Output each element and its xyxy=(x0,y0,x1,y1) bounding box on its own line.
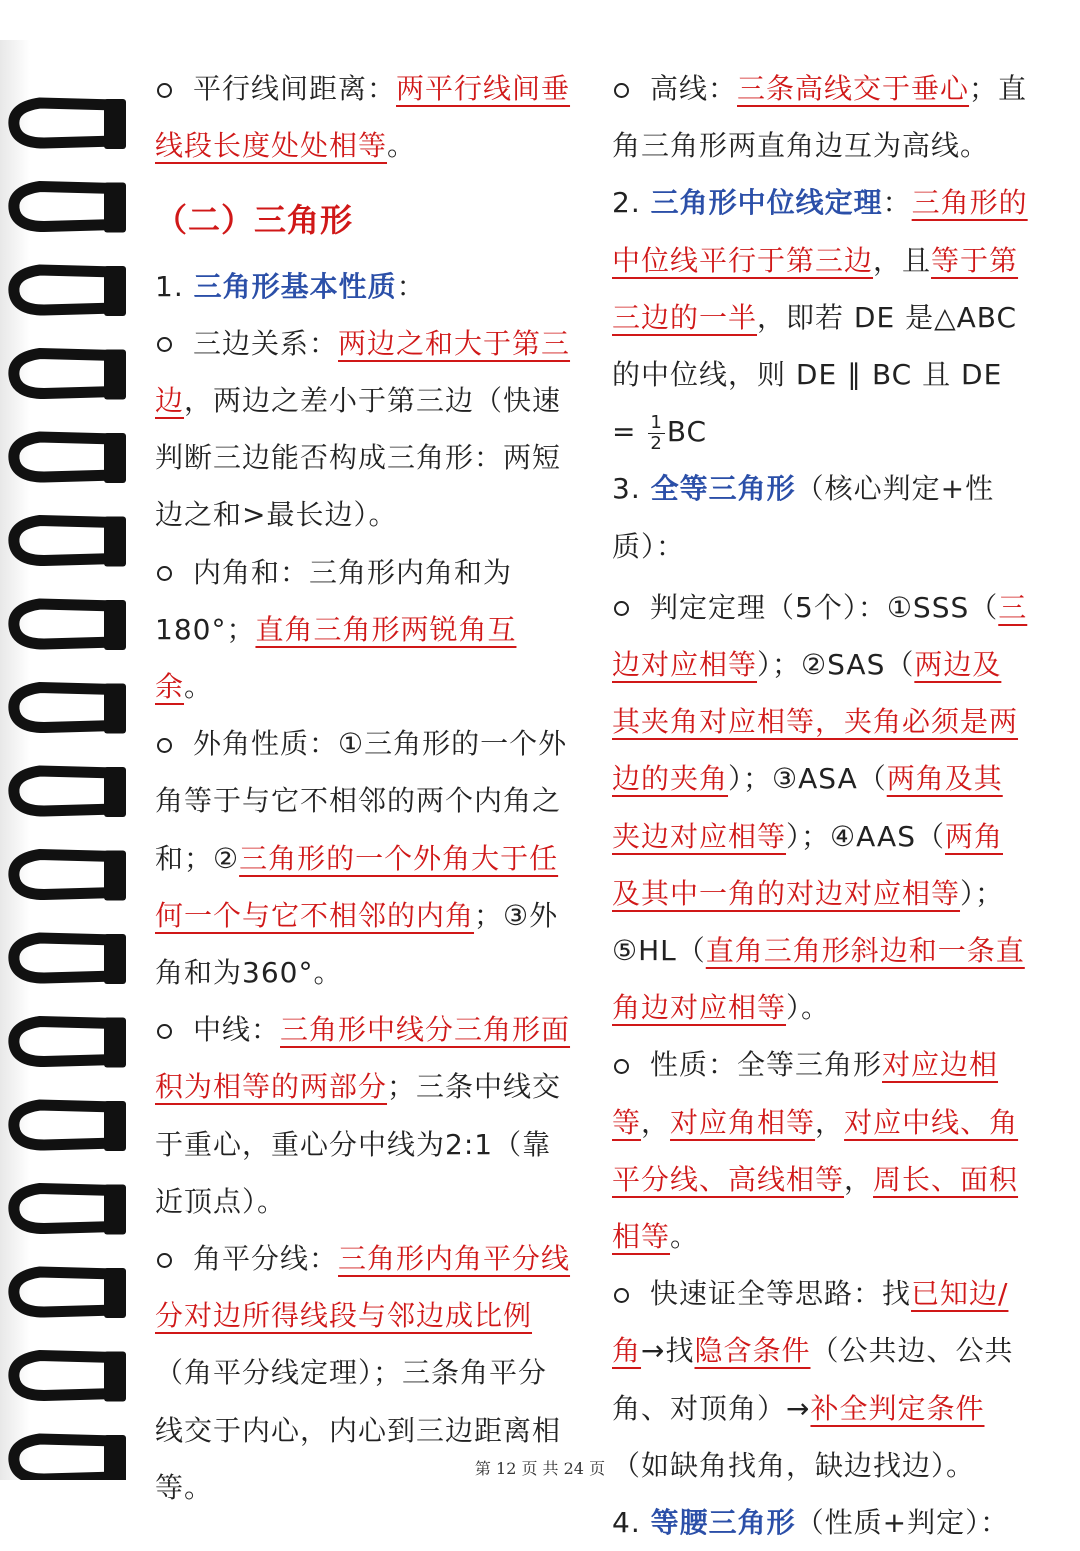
circle-bullet-icon xyxy=(155,60,193,117)
binding-hole xyxy=(104,1268,126,1318)
binding-hole xyxy=(104,99,126,149)
right-column xyxy=(612,60,1030,1551)
binding-hole xyxy=(104,433,126,483)
list-item: 判定定理（5个）：①SSS（三边对应相等）；②SAS（两边及其夹角对应相等，夹角必须是两边的夹角）；③ASA（两角及其夹边对应相等）；④AAS（两角及其中一角的对边对应相等）；⑤HL（直角三角形斜边和一条直角边对应相等）。 xyxy=(612,579,1030,1037)
binding-hole xyxy=(104,1101,126,1151)
left-column xyxy=(155,60,573,1516)
circle-bullet-icon xyxy=(155,1001,193,1058)
circle-bullet-icon xyxy=(155,715,193,772)
circle-bullet-icon xyxy=(155,1230,193,1287)
binding-hole xyxy=(104,1185,126,1235)
binding-hole xyxy=(104,183,126,233)
binding-hole xyxy=(104,600,126,650)
list-item: 平行线间距离：两平行线间垂线段长度处处相等。 xyxy=(155,60,573,174)
binding-hole xyxy=(104,684,126,734)
binding-hole xyxy=(104,767,126,817)
list-item: 性质：全等三角形对应边相等，对应角相等，对应中线、角平分线、高线相等，周长、面积相等。 xyxy=(612,1036,1030,1265)
page-footer: 第 12 页 共 24 页 xyxy=(474,1459,606,1478)
circle-bullet-icon xyxy=(612,1265,650,1322)
list-item: 外角性质：①三角形的一个外角等于与它不相邻的两个内角之和；②三角形的一个外角大于任何一个与它不相邻的内角；③外角和为360°。 xyxy=(155,715,573,1001)
circle-bullet-icon xyxy=(155,315,193,372)
binding-hole xyxy=(104,851,126,901)
list-item: 高线：三条高线交于垂心；直角三角形两直角边互为高线。 xyxy=(612,60,1030,174)
circle-bullet-icon xyxy=(612,60,650,117)
binding-hole xyxy=(104,517,126,567)
subsection-heading: 2. 三角形中位线定理：三角形的中位线平行于第三边，且等于第三边的一半，即若 DE 是△ABC 的中位线，则 DE ∥ BC 且 DE = $\frac{1}{2}$ BC xyxy=(612,186,1028,454)
binding-hole xyxy=(104,1352,126,1402)
binding-hole xyxy=(104,934,126,984)
subsection-heading: 4. 等腰三角形（性质+判定）： xyxy=(612,1506,1010,1540)
spiral-binding-icon xyxy=(0,40,140,1480)
list-item: 三边关系：两边之和大于第三边，两边之差小于第三边（快速判断三边能否构成三角形：两短边之和>最长边）。 xyxy=(155,315,573,544)
circle-bullet-icon xyxy=(612,579,650,636)
list-item: 内角和：三角形内角和为180°；直角三角形两锐角互余。 xyxy=(155,544,573,716)
list-item: 快速证全等思路：找已知边/角→找隐含条件（公共边、公共角、对顶角）→补全判定条件（如缺角找角，缺边找边）。 xyxy=(612,1265,1030,1494)
binding-hole xyxy=(104,350,126,400)
section-title: （二）三角形 xyxy=(155,201,354,240)
circle-bullet-icon xyxy=(612,1036,650,1093)
fraction: $\frac{1}{2}$ xyxy=(650,411,663,454)
binding-hole xyxy=(104,266,126,316)
subsection-heading: 1. 三角形基本性质： xyxy=(155,269,426,303)
circle-bullet-icon xyxy=(155,544,193,601)
list-item: 中线：三角形中线分三角形面积为相等的两部分；三条中线交于重心，重心分中线为2:1（靠近顶点）。 xyxy=(155,1001,573,1230)
binding-hole xyxy=(104,1018,126,1068)
subsection-heading: 3. 全等三角形（核心判定+性质）： xyxy=(612,472,995,563)
list-item: 角平分线：三角形内角平分线分对边所得线段与邻边成比例（角平分线定理）；三条角平分线交于内心，内心到三边距离相等。 xyxy=(155,1230,573,1516)
